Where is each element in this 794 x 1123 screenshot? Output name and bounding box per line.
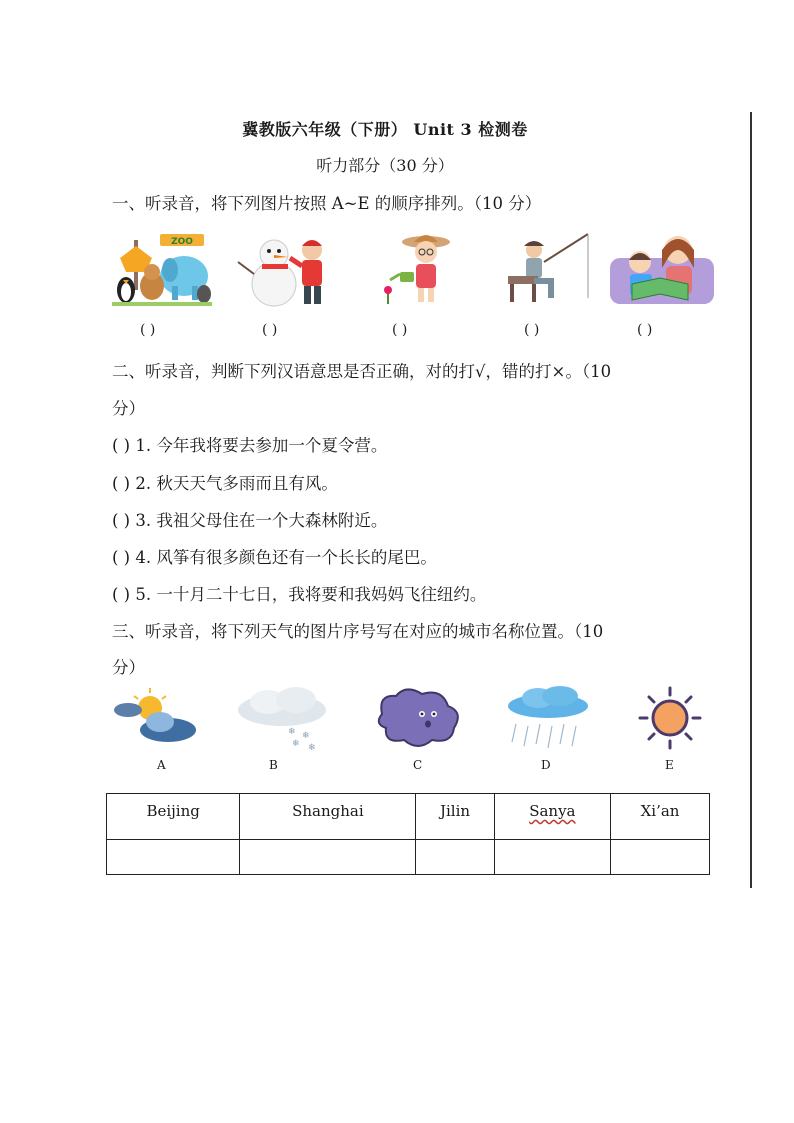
city-cell-shanghai: Shanghai xyxy=(240,794,416,840)
judge-text: 今年我将要去参加一个夏令营。 xyxy=(156,436,388,455)
mother-reading-picture xyxy=(610,228,716,308)
city-weather-table xyxy=(106,793,710,875)
city-cell-beijing: Beijing xyxy=(107,794,240,840)
judge-blank[interactable]: ( ) xyxy=(112,548,131,567)
answer-cell-jilin[interactable] xyxy=(416,840,494,875)
section1-pictures xyxy=(112,228,722,308)
section3-instruction-cont: 分） xyxy=(112,658,145,677)
listening-section-title: 听力部分（30 分） xyxy=(316,156,454,175)
weather-letter-d: D xyxy=(541,758,551,772)
page-margin-line xyxy=(750,112,752,888)
svg-text:❄: ❄ xyxy=(308,743,316,753)
weather-letter-c: C xyxy=(413,758,423,772)
svg-text:ZOO: ZOO xyxy=(171,237,193,247)
judge-text: 风筝有很多颜色还有一个长长的尾巴。 xyxy=(156,548,437,567)
judge-number: 1. xyxy=(135,436,152,455)
judge-blank[interactable]: ( ) xyxy=(112,474,131,493)
answer-cell-sanya[interactable] xyxy=(494,840,610,875)
man-fishing-picture xyxy=(504,228,594,308)
section3-instruction: 三、听录音，将下列天气的图片序号写在对应的城市名称位置。（10 xyxy=(112,622,604,641)
city-cell-jilin: Jilin xyxy=(416,794,494,840)
snow-cloud-icon xyxy=(232,684,332,754)
judge-number: 4. xyxy=(135,548,152,567)
zoo-animals-picture xyxy=(112,228,212,308)
answer-cell-shanghai[interactable] xyxy=(240,840,416,875)
judge-number: 2. xyxy=(135,474,152,493)
judge-number: 3. xyxy=(135,511,152,530)
snowman-picture xyxy=(234,228,334,308)
city-cell-xian: Xi’an xyxy=(611,794,710,840)
girl-watering-flowers-picture xyxy=(382,228,462,308)
answer-blank-1[interactable]: ( ) xyxy=(140,322,156,338)
rain-cloud-icon xyxy=(502,684,594,754)
answer-blank-4[interactable]: ( ) xyxy=(524,322,540,338)
sun-icon xyxy=(630,684,710,754)
weather-letter-e: E xyxy=(665,758,674,772)
answer-row xyxy=(107,840,710,875)
section1-instruction: 一、听录音，将下列图片按照 A~E 的顺序排列。（10 分） xyxy=(112,194,542,213)
section2-instruction-cont: 分） xyxy=(112,399,145,418)
windy-cloud-icon xyxy=(372,684,464,754)
exam-title: 冀教版六年级（下册） Unit 3 检测卷 xyxy=(242,120,528,139)
city-header-row xyxy=(107,794,710,840)
answer-cell-beijing[interactable] xyxy=(107,840,240,875)
judge-item-4 xyxy=(112,544,437,568)
city-name-sanya: Sanya xyxy=(529,802,576,820)
weather-letter-a: A xyxy=(157,758,166,772)
svg-text:❄: ❄ xyxy=(302,731,310,741)
judge-item-2 xyxy=(112,470,338,494)
svg-text:❄: ❄ xyxy=(288,727,296,737)
judge-item-1 xyxy=(112,432,387,456)
answer-blank-5[interactable]: ( ) xyxy=(637,322,653,338)
judge-text: 我祖父母住在一个大森林附近。 xyxy=(156,511,388,530)
judge-blank[interactable]: ( ) xyxy=(112,585,131,604)
sun-behind-clouds-icon xyxy=(110,684,202,754)
weather-letter-b: B xyxy=(269,758,278,772)
answer-blank-2[interactable]: ( ) xyxy=(262,322,278,338)
judge-text: 秋天天气多雨而且有风。 xyxy=(156,474,338,493)
answer-cell-xian[interactable] xyxy=(611,840,710,875)
judge-blank[interactable]: ( ) xyxy=(112,511,131,530)
city-cell-sanya xyxy=(494,794,610,840)
answer-blank-3[interactable]: ( ) xyxy=(392,322,408,338)
judge-text: 一十月二十七日，我将要和我妈妈飞往纽约。 xyxy=(156,585,487,604)
judge-number: 5. xyxy=(135,585,152,604)
weather-pictures xyxy=(110,684,730,754)
judge-blank[interactable]: ( ) xyxy=(112,436,131,455)
section2-instruction: 二、听录音，判断下列汉语意思是否正确，对的打√，错的打×。（10 xyxy=(112,362,612,381)
svg-text:❄: ❄ xyxy=(292,739,300,749)
judge-item-5 xyxy=(112,581,486,605)
judge-item-3 xyxy=(112,507,387,531)
